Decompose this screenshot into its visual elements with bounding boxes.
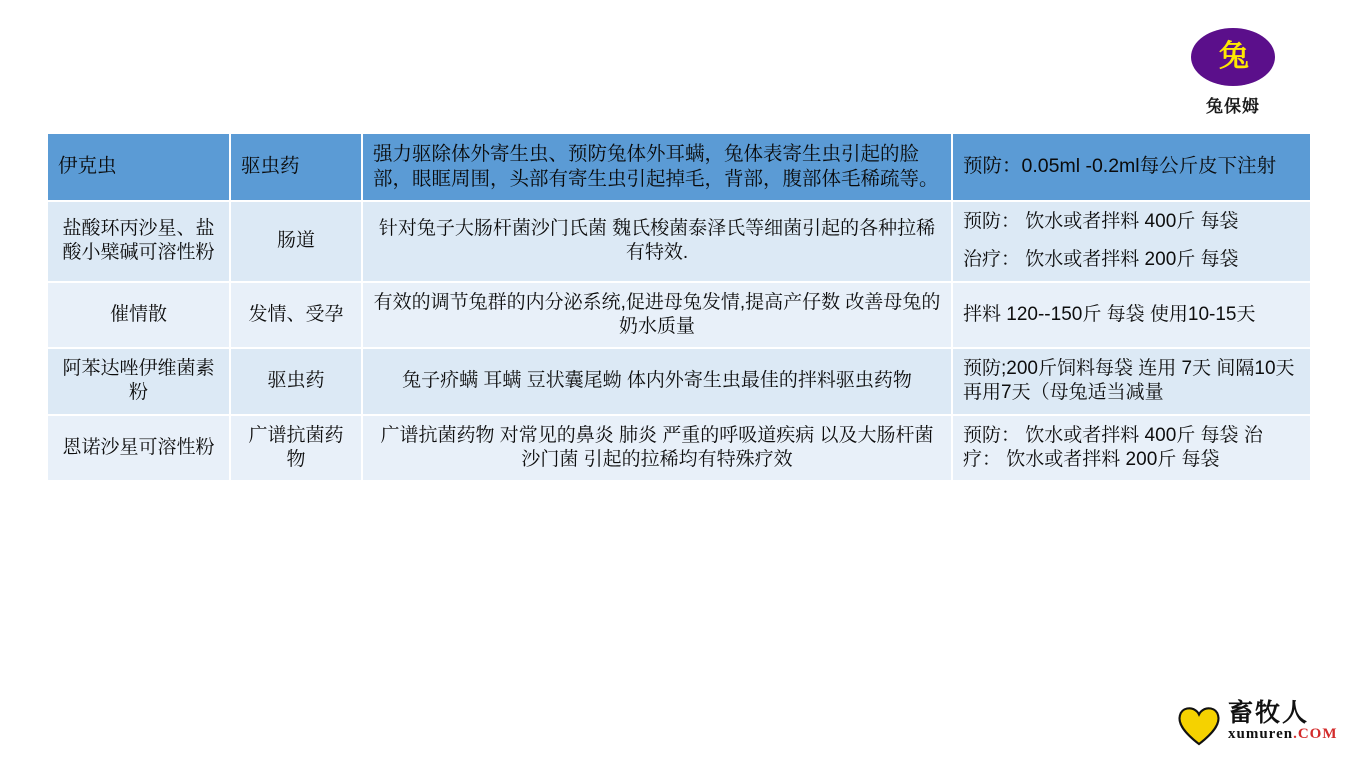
cell-drug-name: 恩诺沙星可溶性粉 bbox=[48, 415, 230, 482]
table-row bbox=[48, 134, 1310, 201]
cell-drug-description: 广谱抗菌药物 对常见的鼻炎 肺炎 严重的呼吸道疾病 以及大肠杆菌 沙门菌 引起的拉稀均有特殊疗效 bbox=[362, 415, 952, 482]
cell-drug-dosage bbox=[952, 134, 1310, 201]
cell-drug-name: 盐酸环丙沙星、盐酸小檗碱可溶性粉 bbox=[48, 201, 230, 282]
dosage-line: 预防： 饮水或者拌料 400斤 每袋 bbox=[963, 210, 1239, 232]
logo-glyph: 兔 bbox=[1219, 40, 1247, 73]
cell-drug-type: 驱虫药 bbox=[230, 134, 362, 201]
rabbit-logo-icon bbox=[1185, 28, 1281, 90]
cell-drug-type: 肠道 bbox=[230, 201, 362, 282]
drug-table-container bbox=[48, 134, 1310, 482]
site-watermark bbox=[1176, 700, 1344, 752]
brand-logo bbox=[1158, 28, 1308, 117]
cell-drug-type: 驱虫药 bbox=[230, 348, 362, 415]
cell-drug-dosage bbox=[952, 348, 1310, 415]
cell-drug-type: 广谱抗菌药物 bbox=[230, 415, 362, 482]
watermark-cn: 畜牧人 bbox=[1228, 699, 1310, 727]
cell-drug-description: 有效的调节兔群的内分泌系统,促进母兔发情,提高产仔数 改善母兔的奶水质量 bbox=[362, 282, 952, 349]
table-row bbox=[48, 282, 1310, 349]
watermark-text bbox=[1228, 700, 1338, 743]
dosage-line: 治疗： 饮水或者拌料 200斤 每袋 bbox=[963, 249, 1239, 271]
heart-icon bbox=[1176, 704, 1222, 746]
cell-drug-description: 兔子疥螨 耳螨 豆状囊尾蚴 体内外寄生虫最佳的拌料驱虫药物 bbox=[362, 348, 952, 415]
cell-drug-description: 针对兔子大肠杆菌沙门氏菌 魏氏梭菌泰泽氏等细菌引起的各种拉稀有特效. bbox=[362, 201, 952, 282]
cell-drug-type: 发情、受孕 bbox=[230, 282, 362, 349]
watermark-en-main: xumuren bbox=[1228, 726, 1294, 743]
cell-drug-dosage bbox=[952, 415, 1310, 482]
cell-drug-dosage bbox=[952, 282, 1310, 349]
drug-table bbox=[48, 134, 1310, 482]
table-row bbox=[48, 348, 1310, 415]
cell-drug-dosage bbox=[952, 201, 1310, 282]
brand-name: 兔保姆 bbox=[1206, 97, 1260, 116]
dosage-line: 预防;200斤饲料每袋 连用 7天 间隔10天 再用7天（母兔适当减量 bbox=[963, 358, 1295, 404]
table-row bbox=[48, 201, 1310, 282]
watermark-en-suffix: .COM bbox=[1293, 726, 1338, 743]
cell-drug-description: 强力驱除体外寄生虫、预防兔体外耳螨，兔体表寄生虫引起的脸部，眼眶周围，头部有寄生虫引起掉毛，背部，腹部体毛稀疏等。 bbox=[362, 134, 952, 201]
table-row bbox=[48, 415, 1310, 482]
dosage-line: 拌料 120--150斤 每袋 使用10-15天 bbox=[963, 303, 1256, 325]
watermark-en bbox=[1228, 726, 1338, 743]
dosage-line: 预防： 饮水或者拌料 400斤 每袋 治疗： 饮水或者拌料 200斤 每袋 bbox=[963, 424, 1263, 471]
cell-drug-name: 伊克虫 bbox=[48, 134, 230, 201]
cell-drug-name: 催情散 bbox=[48, 282, 230, 349]
cell-drug-name: 阿苯达唑伊维菌素粉 bbox=[48, 348, 230, 415]
dosage-line: 预防：0.05ml -0.2ml每公斤皮下注射 bbox=[963, 155, 1277, 178]
